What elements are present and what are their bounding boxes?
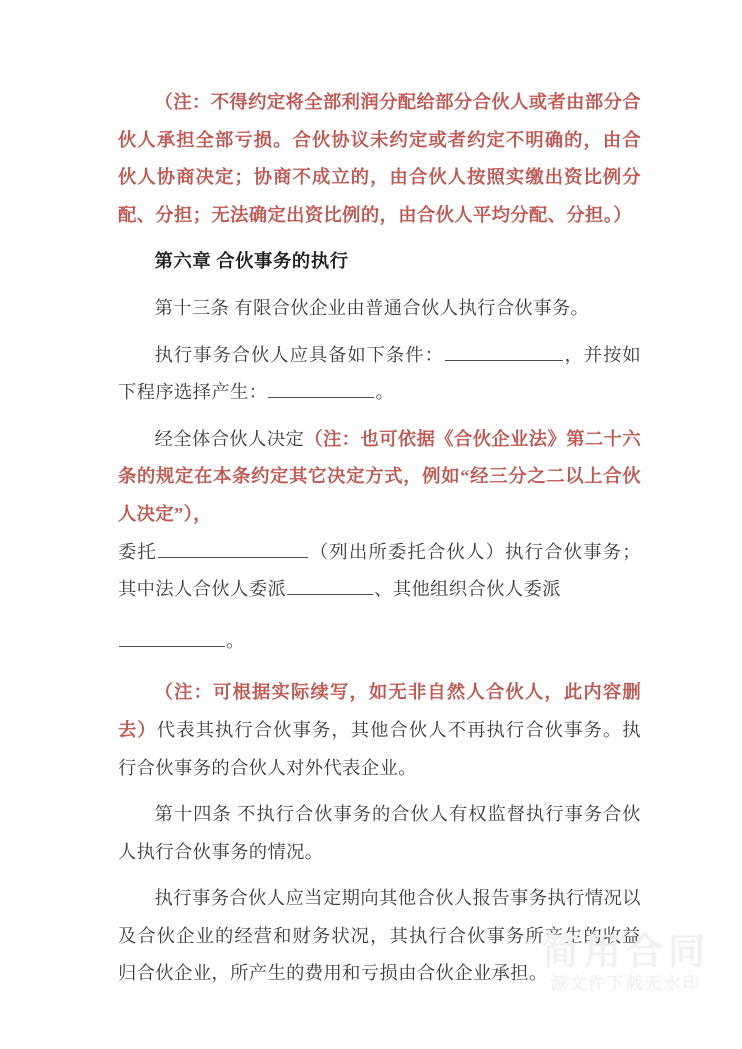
managing-partner-conditions-paragraph bbox=[118, 337, 641, 412]
annotation-continue-writing: （注：可根据实际续写，如无非自然人合伙人，此内容删去） bbox=[118, 682, 641, 740]
note-continue-writing-paragraph bbox=[118, 674, 641, 787]
spacer bbox=[118, 660, 641, 674]
legal-person-representative-blank-field[interactable] bbox=[287, 577, 373, 596]
conditions-blank-field[interactable] bbox=[445, 342, 563, 361]
article-fourteen-paragraph: 第十四条 不执行合伙事务的合伙人有权监督执行事务合伙人执行合伙事务的情况。 bbox=[118, 804, 641, 862]
representation-of-partnership-text: 代表其执行合伙事务，其他合伙人不再执行合伙事务。执行合伙事务的合伙人对外代表企业。 bbox=[118, 719, 641, 778]
other-organization-representative-blank-field[interactable] bbox=[119, 628, 225, 647]
entrust-tail-text: 、其他组织合伙人委派 bbox=[374, 579, 561, 600]
article-thirteen-paragraph: 第十三条 有限合伙企业由普通合伙人执行合伙事务。 bbox=[154, 297, 590, 318]
chapter-heading-six: 第六章 合伙事务的执行 bbox=[154, 251, 349, 272]
watermark-brand-text: 简用合同 bbox=[542, 929, 710, 973]
entrust-mid-text: （列出所委托合伙人）执行合伙事务；其中法人合伙人委派 bbox=[118, 541, 641, 600]
all-partners-decision-paragraph bbox=[118, 421, 641, 534]
annotation-profit-loss-distribution: （注：不得约定将全部利润分配给部分合伙人或者由部分合伙人承担全部亏损。合伙协议未约定或者约定不明确的，由合伙人协商决定；协商不成立的，由合伙人按照实缴出资比例分配、分担；无法确定出资比例的，由合伙人平均分配、分担。） bbox=[118, 92, 641, 225]
conditions-tail-text: 。 bbox=[375, 382, 395, 403]
entrusted-partner-blank-field[interactable] bbox=[158, 539, 308, 558]
other-organization-representative-line bbox=[118, 623, 641, 661]
document-body bbox=[118, 84, 641, 993]
conditions-mid-text: ，并按如下程序选择产生： bbox=[118, 344, 641, 403]
selection-procedure-blank-field[interactable] bbox=[268, 380, 374, 399]
decision-lead-text: 经全体合伙人决定 bbox=[154, 428, 305, 449]
spacer bbox=[118, 787, 641, 796]
spacer bbox=[118, 412, 641, 421]
entrust-blank-line-tail: 。 bbox=[226, 630, 245, 651]
annotation-partnership-law-article-26: （注：也可依据《合伙企业法》第二十六条的规定在本条约定其它决定方式，例如“经三分之二以上合伙人决定”）， bbox=[118, 428, 641, 524]
conditions-lead-text: 执行事务合伙人应具备如下条件： bbox=[154, 344, 444, 365]
watermark-tagline-text: 源文件下载无水印 bbox=[550, 974, 702, 994]
spacer bbox=[118, 871, 641, 880]
spacer bbox=[118, 234, 641, 243]
spacer bbox=[118, 281, 641, 290]
entrust-paragraph bbox=[118, 534, 641, 609]
entrust-lead-text: 委托 bbox=[118, 541, 158, 562]
reporting-duty-paragraph: 执行事务合伙人应当定期向其他合伙人报告事务执行情况以及合伙企业的经营和财务状况，其执行合伙事务所产生的收益归合伙企业，所产生的费用和亏损由合伙企业承担。 bbox=[118, 888, 641, 984]
spacer bbox=[118, 328, 641, 337]
spacer bbox=[118, 609, 641, 623]
